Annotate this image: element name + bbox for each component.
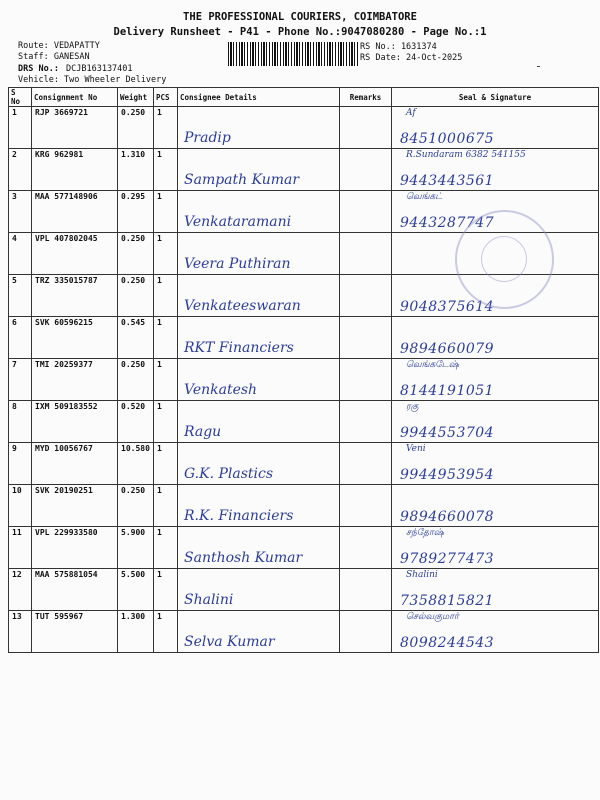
row-remarks — [340, 317, 392, 359]
row-consignee-cell — [178, 485, 340, 527]
row-consignee-handwritten: R.K. Financiers — [184, 508, 294, 524]
row-weight: 0.250 — [118, 275, 154, 317]
row-sno: 6 — [9, 317, 32, 359]
row-signature-cell — [392, 443, 599, 485]
row-pcs: 1 — [154, 149, 178, 191]
drs-label: DRS No.: — [18, 64, 59, 74]
table-row — [9, 359, 599, 401]
route-label: Route: VEDAPATTY — [18, 41, 100, 51]
row-signature-cell — [392, 569, 599, 611]
row-pcs: 1 — [154, 233, 178, 275]
row-weight: 0.295 — [118, 191, 154, 233]
row-sno: 5 — [9, 275, 32, 317]
row-consignment-no: VPL 229933580 — [32, 527, 118, 569]
row-signature-phone: 9944553704 — [400, 425, 495, 441]
row-consignment-no: TRZ 335015787 — [32, 275, 118, 317]
row-consignee-handwritten: Ragu — [184, 424, 222, 440]
row-remarks — [340, 191, 392, 233]
row-consignment-no: KRG 962981 — [32, 149, 118, 191]
table-row — [9, 527, 599, 569]
row-signature-name: Af — [406, 108, 416, 118]
col-sno: S No — [9, 88, 32, 107]
row-pcs: 1 — [154, 611, 178, 653]
row-signature-phone: 9443443561 — [400, 173, 495, 189]
row-pcs: 1 — [154, 317, 178, 359]
row-signature-phone: 9048375614 — [400, 299, 495, 315]
page-subtitle: Delivery Runsheet - P41 - Phone No.:9047080280 - Page No.:1 — [113, 26, 487, 38]
row-signature-phone: 8451000675 — [400, 131, 495, 147]
row-consignee-cell — [178, 317, 340, 359]
row-weight: 1.300 — [118, 611, 154, 653]
row-remarks — [340, 275, 392, 317]
row-signature-phone: 9443287747 — [400, 215, 495, 231]
drs-number: DCJB163137401 — [66, 64, 133, 74]
row-consignee-cell — [178, 191, 340, 233]
staff-label: Staff: GANESAN — [18, 52, 90, 62]
row-consignee-handwritten: Venkataramani — [184, 214, 292, 230]
row-consignee-handwritten: Santhosh Kumar — [184, 550, 303, 566]
row-signature-name: சந்தோஷ் — [406, 528, 444, 538]
row-consignee-handwritten: Shalini — [184, 592, 234, 608]
row-remarks — [340, 401, 392, 443]
row-consignee-handwritten: Venkateeswaran — [184, 298, 301, 314]
row-signature-cell — [392, 401, 599, 443]
row-remarks — [340, 149, 392, 191]
row-signature-cell — [392, 611, 599, 653]
row-consignee-handwritten: Veera Puthiran — [184, 256, 291, 272]
row-pcs: 1 — [154, 275, 178, 317]
row-weight: 0.250 — [118, 359, 154, 401]
row-remarks — [340, 611, 392, 653]
row-remarks — [340, 443, 392, 485]
row-weight: 0.520 — [118, 401, 154, 443]
row-sno: 7 — [9, 359, 32, 401]
rs-number: RS No.: 1631374 — [360, 42, 437, 52]
row-sno: 2 — [9, 149, 32, 191]
row-signature-name: வெங்கட் — [406, 192, 443, 202]
row-signature-phone: 7358815821 — [400, 593, 495, 609]
table-row — [9, 401, 599, 443]
row-weight: 0.545 — [118, 317, 154, 359]
row-weight: 0.250 — [118, 107, 154, 149]
row-signature-name: செல்வகுமார் — [406, 612, 459, 622]
row-signature-phone: 8144191051 — [400, 383, 495, 399]
row-consignee-handwritten: Pradip — [184, 130, 231, 146]
row-signature-cell — [392, 527, 599, 569]
row-consignment-no: MYD 10056767 — [32, 443, 118, 485]
row-weight: 0.250 — [118, 233, 154, 275]
row-pcs: 1 — [154, 401, 178, 443]
col-pcs: PCS — [154, 88, 178, 107]
col-signature: Seal & Signature — [392, 88, 599, 107]
row-sno: 10 — [9, 485, 32, 527]
row-signature-name: Veni — [406, 444, 426, 454]
row-sno: 12 — [9, 569, 32, 611]
row-pcs: 1 — [154, 527, 178, 569]
row-pcs: 1 — [154, 107, 178, 149]
col-consignment: Consignment No — [32, 88, 118, 107]
row-consignee-cell — [178, 401, 340, 443]
row-signature-phone: 8098244543 — [400, 635, 495, 651]
row-signature-name: Shalini — [406, 570, 438, 580]
row-sno: 1 — [9, 107, 32, 149]
row-weight: 10.580 — [118, 443, 154, 485]
row-consignee-cell — [178, 611, 340, 653]
row-remarks — [340, 359, 392, 401]
table-row — [9, 107, 599, 149]
row-consignment-no: IXM 509183552 — [32, 401, 118, 443]
row-consignment-no: MAA 575881054 — [32, 569, 118, 611]
row-consignee-cell — [178, 527, 340, 569]
table-header-row — [9, 88, 599, 107]
row-signature-cell — [392, 149, 599, 191]
row-remarks — [340, 527, 392, 569]
runsheet-table-wrap — [8, 87, 598, 653]
table-row — [9, 317, 599, 359]
row-consignee-handwritten: G.K. Plastics — [184, 466, 274, 482]
row-pcs: 1 — [154, 191, 178, 233]
row-pcs: 1 — [154, 485, 178, 527]
row-signature-cell — [392, 317, 599, 359]
row-consignee-cell — [178, 149, 340, 191]
row-sno: 8 — [9, 401, 32, 443]
row-remarks — [340, 569, 392, 611]
row-weight: 5.900 — [118, 527, 154, 569]
table-row — [9, 569, 599, 611]
col-weight: Weight — [118, 88, 154, 107]
row-consignment-no: MAA 577148906 — [32, 191, 118, 233]
row-weight: 5.500 — [118, 569, 154, 611]
row-consignment-no: SVK 60596215 — [32, 317, 118, 359]
row-consignment-no: SVK 20190251 — [32, 485, 118, 527]
row-signature-cell — [392, 485, 599, 527]
row-consignee-handwritten: Selva Kumar — [184, 634, 275, 650]
table-row — [9, 443, 599, 485]
row-signature-name: R.Sundaram 6382 541155 — [406, 150, 526, 160]
row-sno: 3 — [9, 191, 32, 233]
row-weight: 1.310 — [118, 149, 154, 191]
row-weight: 0.250 — [118, 485, 154, 527]
col-consignee: Consignee Details — [178, 88, 340, 107]
row-consignee-cell — [178, 275, 340, 317]
vehicle-label: Vehicle: Two Wheeler Delivery — [18, 75, 167, 85]
row-signature-phone: 9894660079 — [400, 341, 495, 357]
table-row — [9, 611, 599, 653]
row-signature-name: ரகு — [406, 402, 419, 412]
courier-seal-stamp — [455, 210, 554, 309]
row-consignee-cell — [178, 569, 340, 611]
table-row — [9, 485, 599, 527]
rs-date: RS Date: 24-Oct-2025 — [360, 53, 463, 63]
row-signature-cell — [392, 359, 599, 401]
barcode-image — [228, 42, 358, 66]
row-signature-name: வெங்கடேஷ் — [406, 360, 459, 370]
row-remarks — [340, 485, 392, 527]
row-sno: 11 — [9, 527, 32, 569]
row-remarks — [340, 107, 392, 149]
runsheet-table — [8, 87, 599, 653]
row-signature-cell — [392, 107, 599, 149]
row-consignment-no: TUT 595967 — [32, 611, 118, 653]
table-row — [9, 149, 599, 191]
row-remarks — [340, 233, 392, 275]
row-pcs: 1 — [154, 359, 178, 401]
row-pcs: 1 — [154, 569, 178, 611]
row-signature-phone: 9894660078 — [400, 509, 495, 525]
row-consignment-no: RJP 3669721 — [32, 107, 118, 149]
row-pcs: 1 — [154, 443, 178, 485]
row-consignment-no: VPL 407802045 — [32, 233, 118, 275]
row-consignee-handwritten: RKT Financiers — [184, 340, 294, 356]
row-consignment-no: TMI 20259377 — [32, 359, 118, 401]
row-sno: 9 — [9, 443, 32, 485]
page-title: THE PROFESSIONAL COURIERS, COIMBATORE — [183, 11, 417, 23]
stray-mark — [537, 66, 540, 67]
row-sno: 4 — [9, 233, 32, 275]
row-consignee-handwritten: Sampath Kumar — [184, 172, 300, 188]
row-consignee-handwritten: Venkatesh — [184, 382, 258, 398]
row-consignee-cell — [178, 233, 340, 275]
row-signature-phone: 9944953954 — [400, 467, 495, 483]
row-consignee-cell — [178, 359, 340, 401]
row-sno: 13 — [9, 611, 32, 653]
row-signature-phone: 9789277473 — [400, 551, 495, 567]
col-remarks: Remarks — [340, 88, 392, 107]
row-consignee-cell — [178, 443, 340, 485]
row-consignee-cell — [178, 107, 340, 149]
